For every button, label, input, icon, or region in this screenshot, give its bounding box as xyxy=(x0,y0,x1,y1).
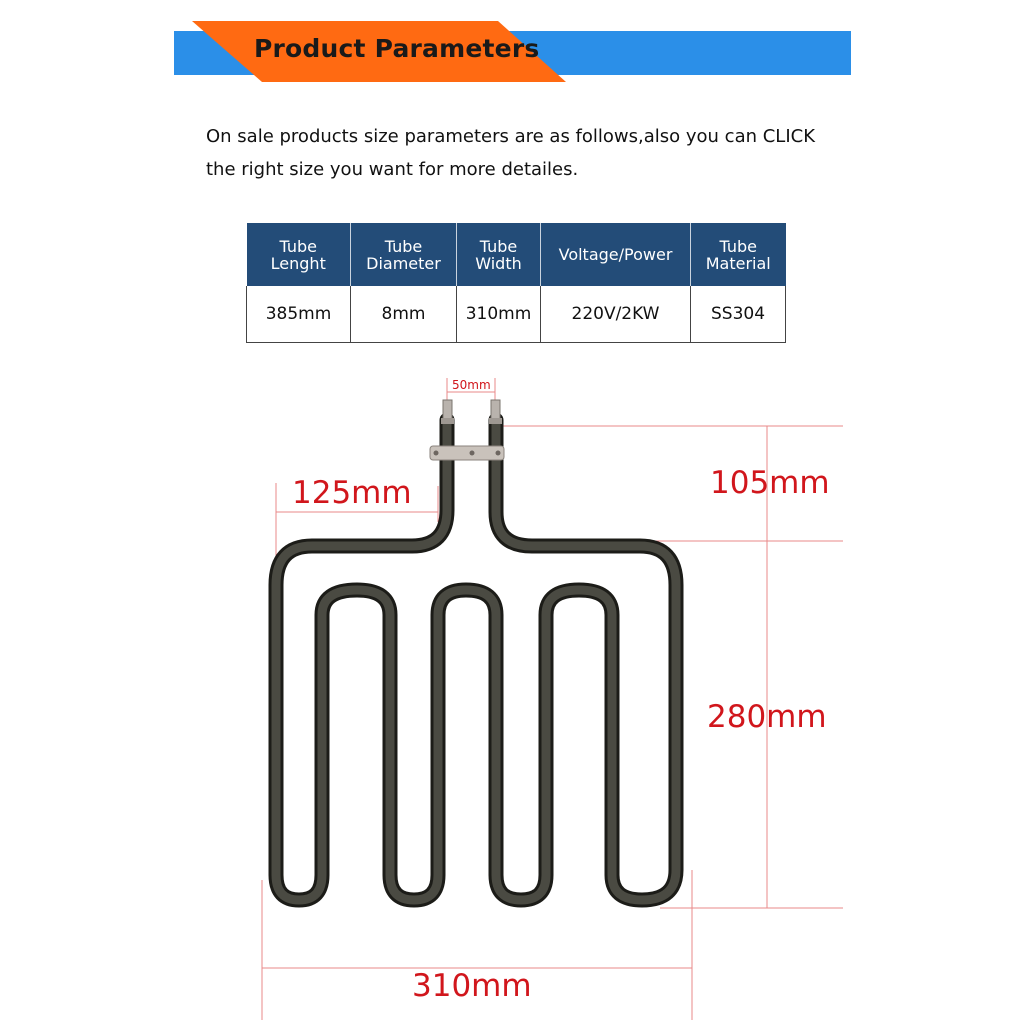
dim-body-height: 280mm xyxy=(707,699,827,735)
page-title: Product Parameters xyxy=(254,34,540,63)
intro-line-1: On sale products size parameters are as follows,also you can CLICK xyxy=(206,126,816,147)
header-tube-length: Tube Lenght xyxy=(247,223,351,286)
dim-side-offset: 125mm xyxy=(292,475,412,511)
dim-width: 310mm xyxy=(412,968,532,1004)
cell-tube-width: 310mm xyxy=(457,286,541,343)
header-tube-material: Tube Material xyxy=(691,223,786,286)
cell-tube-length: 385mm xyxy=(247,286,351,343)
header-tube-width: Tube Width xyxy=(457,223,541,286)
cell-voltage-power: 220V/2KW xyxy=(541,286,691,343)
cell-tube-diameter: 8mm xyxy=(351,286,457,343)
dim-terminal-gap: 50mm xyxy=(452,378,491,392)
header-voltage-power: Voltage/Power xyxy=(541,223,691,286)
header-tube-diameter: Tube Diameter xyxy=(351,223,457,286)
intro-line-2: the right size you want for more detailes. xyxy=(206,159,579,180)
dim-top-height: 105mm xyxy=(710,465,830,501)
cell-tube-material: SS304 xyxy=(691,286,786,343)
mounting-plate xyxy=(430,446,504,460)
